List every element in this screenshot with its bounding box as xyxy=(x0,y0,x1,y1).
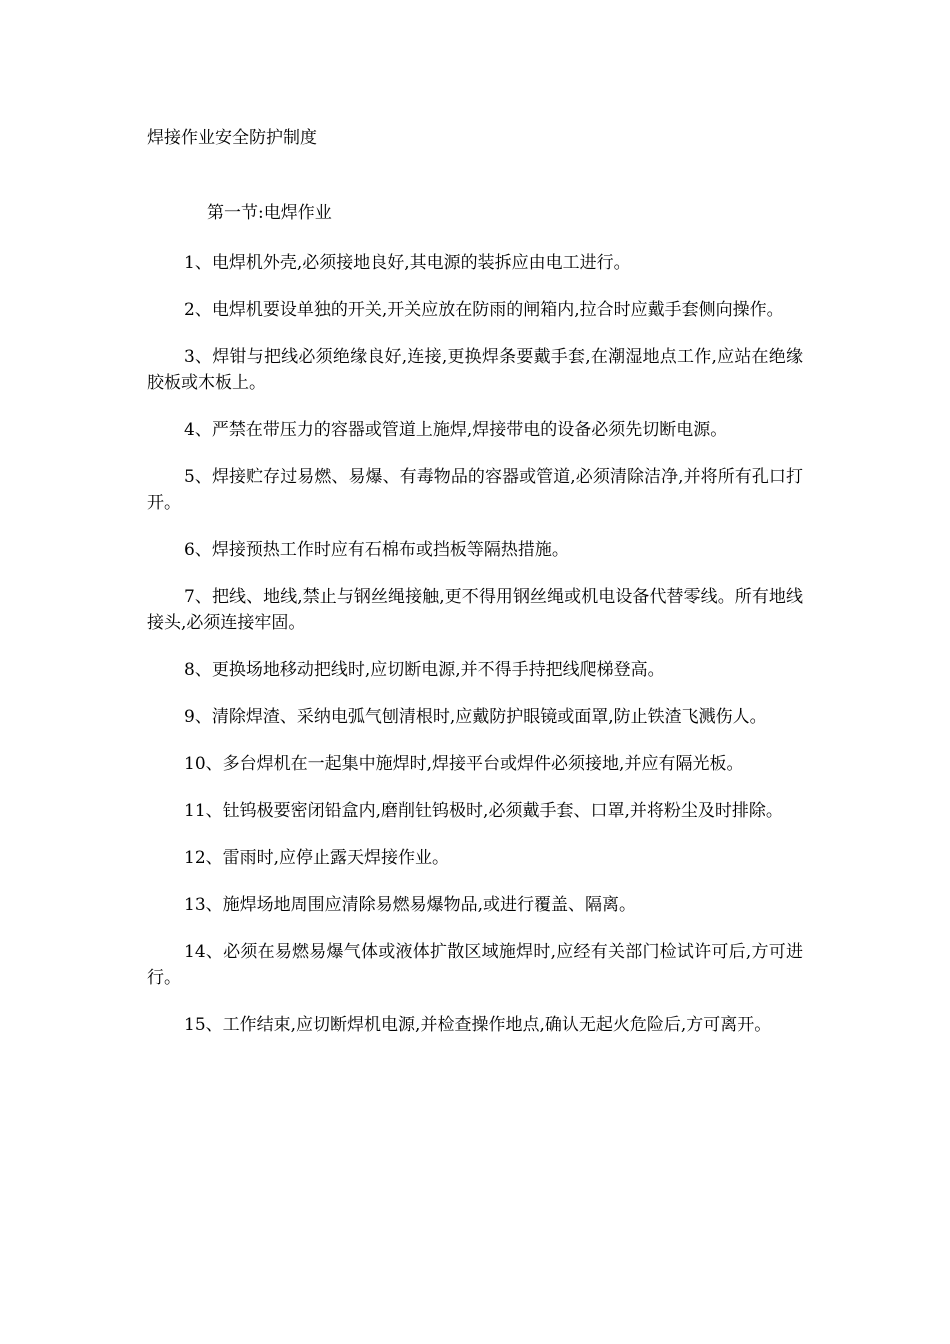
clause-item: 1、电焊机外壳,必须接地良好,其电源的装拆应由电工进行。 xyxy=(184,253,631,273)
clause-item: 12、雷雨时,应停止露天焊接作业。 xyxy=(184,848,450,868)
clause-list xyxy=(147,250,803,1059)
clause-item: 5、焊接贮存过易燃、易爆、有毒物品的容器或管道,必须清除洁净,并将所有孔口打开。 xyxy=(147,467,803,513)
clause-item: 3、焊钳与把线必须绝缘良好,连接,更换焊条要戴手套,在潮湿地点工作,应站在绝缘胶板或木板上。 xyxy=(147,347,803,393)
clause-item: 14、必须在易燃易爆气体或液体扩散区域施焊时,应经有关部门检试许可后,方可进行。 xyxy=(147,942,803,988)
clause-item: 2、电焊机要设单独的开关,开关应放在防雨的闸箱内,拉合时应戴手套侧向操作。 xyxy=(184,300,784,320)
document-title: 焊接作业安全防护制度 xyxy=(147,128,317,148)
clause-item: 8、更换场地移动把线时,应切断电源,并不得手持把线爬梯登高。 xyxy=(184,660,665,680)
clause-item: 7、把线、地线,禁止与钢丝绳接触,更不得用钢丝绳或机电设备代替零线。所有地线接头,必须连接牢固。 xyxy=(147,587,803,633)
clause-item: 15、工作结束,应切断焊机电源,并检查操作地点,确认无起火危险后,方可离开。 xyxy=(184,1015,772,1035)
section-heading: 第一节:电焊作业 xyxy=(207,203,332,223)
clause-item: 6、焊接预热工作时应有石棉布或挡板等隔热措施。 xyxy=(184,540,569,560)
clause-item: 11、钍钨极要密闭铅盒内,磨削钍钨极时,必须戴手套、口罩,并将粉尘及时排除。 xyxy=(184,801,783,821)
clause-item: 9、清除焊渣、采纳电弧气刨清根时,应戴防护眼镜或面罩,防止铁渣飞溅伤人。 xyxy=(184,707,767,727)
clause-item: 13、施焊场地周围应清除易燃易爆物品,或进行覆盖、隔离。 xyxy=(184,895,637,915)
clause-item: 4、严禁在带压力的容器或管道上施焊,焊接带电的设备必须先切断电源。 xyxy=(184,420,728,440)
clause-item: 10、多台焊机在一起集中施焊时,焊接平台或焊件必须接地,并应有隔光板。 xyxy=(184,754,744,774)
